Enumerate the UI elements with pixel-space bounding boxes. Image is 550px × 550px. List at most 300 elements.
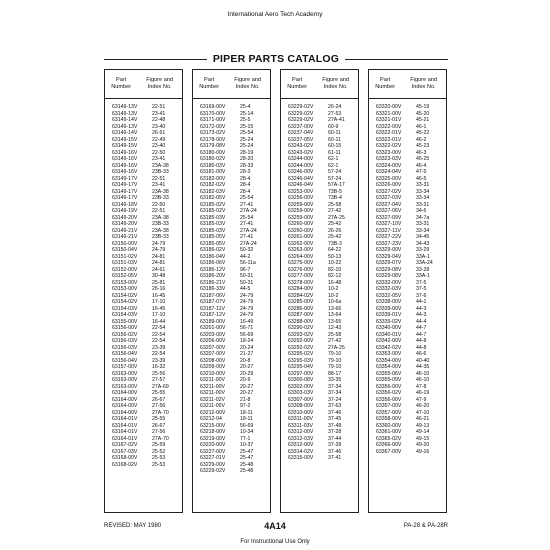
- figure-index: 20-27: [240, 390, 254, 396]
- part-number: 63207-00V: [200, 344, 226, 351]
- figure-index: 50-31: [240, 273, 254, 279]
- part-number: 63153-00V: [112, 279, 138, 286]
- model-designation: PA-28 & PA-28R: [403, 523, 448, 529]
- part-number: 63153-00V: [112, 286, 138, 292]
- figure-index: 44-5: [240, 286, 251, 292]
- part-number: 63340-01V: [376, 331, 402, 338]
- part-number: 63276-00V: [288, 266, 314, 273]
- part-number: 63164-00V: [112, 390, 138, 396]
- part-number: 63253-00V: [288, 188, 314, 195]
- figure-index: 47-5: [416, 169, 427, 175]
- header-text: Figure and: [234, 77, 262, 83]
- figure-index: 27A-24: [240, 208, 257, 214]
- figure-index: 25-54: [240, 130, 254, 136]
- figure-index: 30-48: [152, 273, 166, 279]
- figure-index: 25-15: [240, 123, 254, 130]
- part-number: 63307-00V: [288, 396, 314, 403]
- figure-index: 18-11: [240, 409, 253, 416]
- part-number: 63168-02V: [112, 461, 138, 468]
- figure-index: 25-4: [240, 104, 251, 110]
- figure-index: 16-45: [152, 292, 166, 299]
- figure-index: 79-10: [328, 364, 342, 370]
- figure-index: 23B-33: [152, 221, 169, 227]
- figure-index: 33-34: [416, 227, 430, 234]
- figure-index: 27-42: [328, 338, 342, 344]
- part-number: 63356-02V: [376, 390, 402, 396]
- figure-index: 26-16: [152, 286, 166, 292]
- figure-index: 23B-33: [152, 234, 169, 240]
- part-number: 63149-13V: [112, 104, 138, 110]
- part-number: 63156-04V: [112, 357, 138, 364]
- figure-index: 50-32: [240, 247, 254, 253]
- figure-index: 37-63: [328, 403, 342, 409]
- part-number: 63178-00V: [200, 136, 226, 143]
- part-number: 63361-00V: [376, 429, 402, 435]
- figure-index: 22-54: [152, 331, 166, 338]
- figure-index: 22-51: [152, 175, 166, 182]
- part-number: 63326-00V: [376, 182, 402, 188]
- part-number: 63356-00V: [376, 383, 402, 390]
- revision-date: REVISED: MAY 1980: [104, 523, 162, 529]
- part-number: 63163-00V: [112, 370, 138, 377]
- figure-index: 10-2: [328, 286, 339, 292]
- figure-index: 10-22: [328, 260, 342, 266]
- part-number: 63180-02V: [200, 156, 226, 162]
- figure-index: 28-4: [240, 188, 251, 195]
- figure-index: 24-79: [152, 240, 166, 247]
- part-number: 63149-13V: [112, 110, 138, 117]
- part-number: 63164-01V: [112, 429, 138, 435]
- table-row: [200, 468, 270, 475]
- instructional-note: For Instructional Use Only: [240, 539, 310, 545]
- figure-index: 88-17: [328, 370, 342, 377]
- figure-index-header: [137, 70, 182, 98]
- part-number: 63149-21V: [112, 227, 138, 234]
- table-row: [376, 449, 446, 456]
- header-text: Part: [204, 77, 215, 83]
- figure-index: 27A-25: [328, 344, 345, 351]
- figure-index: 17-10: [152, 299, 166, 305]
- part-number: 63173-02V: [200, 130, 226, 136]
- figure-index: 62-1: [328, 162, 339, 169]
- figure-index: 37-48: [328, 422, 342, 429]
- part-number: 63292-02V: [288, 344, 314, 351]
- figure-index: 25-24: [240, 143, 254, 149]
- header-text: Figure and: [322, 77, 350, 83]
- part-number: 63185-03V: [200, 221, 226, 227]
- header-text: Figure and: [410, 77, 438, 83]
- part-number: 63329-04V: [376, 253, 402, 260]
- header-text: Part: [380, 77, 391, 83]
- figure-index: 46-4: [416, 162, 427, 169]
- part-number: 63182-00V: [200, 175, 226, 182]
- figure-index: 33-31: [416, 221, 430, 227]
- figure-index: 40-40: [416, 357, 430, 364]
- part-number: 63329-07V: [376, 260, 402, 266]
- figure-index: 16-49: [240, 318, 254, 325]
- figure-index: 23A-38: [152, 188, 169, 195]
- part-number: 63167-02V: [112, 442, 138, 448]
- part-number: 63329-08V: [376, 266, 402, 273]
- figure-index: 27A-70: [152, 409, 169, 416]
- figure-index: 27-41: [240, 221, 254, 227]
- part-number: 63327-11V: [376, 227, 401, 234]
- part-number: 63314-02V: [288, 448, 314, 455]
- part-number: 63164-00V: [112, 403, 138, 409]
- part-number: 63149-17V: [112, 195, 138, 201]
- figure-index: 23-41: [152, 156, 166, 162]
- part-number: 63286-00V: [288, 305, 314, 312]
- part-number: 63185-03V: [200, 227, 226, 234]
- figure-index: 82-10: [328, 266, 342, 273]
- part-number: 63237-00V: [288, 123, 314, 130]
- figure-index: 10-37: [240, 442, 254, 448]
- figure-index: 25-47: [240, 455, 254, 461]
- part-number: 63327-03V: [376, 195, 402, 201]
- figure-index: 97-2: [240, 403, 251, 409]
- figure-index: 23-40: [152, 123, 166, 130]
- parts-column-1: [104, 69, 183, 513]
- part-number: 63182-05V: [200, 195, 226, 201]
- part-number: 63261-00V: [288, 234, 314, 240]
- figure-index: 37-45: [328, 416, 342, 422]
- figure-index: 16-45: [152, 305, 166, 312]
- part-number: 63354-00V: [376, 357, 402, 364]
- part-number: 63171-00V: [200, 117, 226, 123]
- part-number: 63149-19V: [112, 208, 138, 214]
- figure-index: 46-19: [416, 390, 430, 396]
- part-number: 63164-00V: [112, 396, 138, 403]
- part-number: 63154-02V: [112, 299, 138, 305]
- part-number: 63163-00V: [112, 377, 138, 383]
- figure-index: 20-27: [240, 383, 254, 390]
- part-number: 63322-01V: [376, 136, 402, 143]
- figure-index: 22-50: [152, 201, 166, 208]
- figure-index: 17-10: [152, 312, 166, 318]
- figure-index: 22-54: [152, 351, 166, 357]
- part-number: 63339-02V: [376, 318, 402, 325]
- figure-index: 37-46: [328, 409, 342, 416]
- part-number: 63185-05V: [200, 234, 226, 240]
- part-number: 63293-02V: [288, 331, 314, 338]
- part-number: 63285-00V: [288, 299, 314, 305]
- part-number: 63302-00V: [288, 383, 314, 390]
- page-number: 4A14: [264, 521, 286, 531]
- part-number: 63260-00V: [288, 221, 314, 227]
- figure-index: 28-3: [240, 169, 251, 175]
- figure-index: 28-33: [240, 162, 254, 169]
- part-number: 63149-15V: [112, 136, 138, 143]
- parts-rows: [281, 99, 358, 462]
- figure-index: 46-3: [416, 149, 427, 156]
- figure-index: 44-1: [416, 299, 427, 305]
- figure-index: 45-20: [416, 110, 430, 117]
- figure-index: 60-11: [328, 130, 341, 136]
- figure-index: 27A-25: [328, 214, 345, 221]
- figure-index: 25-5: [240, 117, 251, 123]
- part-number: 63329-00V: [376, 247, 402, 253]
- part-number: 63244-00V: [288, 156, 314, 162]
- part-number: 63172-00V: [200, 123, 226, 130]
- figure-index: 37-41: [328, 455, 342, 461]
- part-number: 63167-03V: [112, 448, 138, 455]
- figure-index: 20-29: [240, 370, 254, 377]
- figure-index: 49-15: [416, 435, 430, 442]
- figure-index: 77-1: [240, 435, 251, 442]
- figure-index: 25-55: [152, 416, 166, 422]
- part-number: 63277-00V: [288, 273, 314, 279]
- part-number: 63358-00V: [376, 416, 402, 422]
- part-number: 63180-00V: [200, 149, 226, 156]
- part-number: 63149-15V: [112, 143, 138, 149]
- part-number: 63156-02V: [112, 331, 138, 338]
- part-number: 63322-02V: [376, 143, 402, 149]
- figure-index: 25-14: [240, 110, 254, 117]
- figure-index: 25-81: [152, 279, 166, 286]
- part-number: 63186-33V: [200, 286, 226, 292]
- figure-index: 33-34: [416, 195, 430, 201]
- figure-index: 22-51: [152, 208, 166, 214]
- figure-index: 23-41: [152, 182, 166, 188]
- figure-index: 44-8: [416, 344, 427, 351]
- part-number: 63164-01V: [112, 435, 138, 442]
- figure-index: 45-19: [416, 104, 430, 110]
- part-number-header: [105, 70, 137, 98]
- figure-index-header: [313, 70, 358, 98]
- part-number: 63360-00V: [376, 422, 402, 429]
- figure-index: 33A-1: [416, 253, 430, 260]
- figure-index: 18-24: [240, 338, 254, 344]
- part-number: 63278-00V: [288, 279, 314, 286]
- part-number: 63295-04V: [288, 364, 314, 370]
- figure-index: 34-6: [416, 208, 427, 214]
- figure-index: 47-8: [416, 383, 427, 390]
- figure-index: 28-4: [240, 175, 251, 182]
- header-text: Part: [292, 77, 303, 83]
- part-number: 63322-01V: [376, 130, 402, 136]
- figure-index: 46-10: [416, 370, 430, 377]
- part-number: 63365-02V: [376, 435, 402, 442]
- figure-index: 21-27: [240, 351, 254, 357]
- part-number: 63179-08V: [200, 143, 226, 149]
- figure-index: 25-53: [152, 455, 166, 461]
- column-header: [105, 70, 182, 99]
- figure-index: 27-41: [240, 201, 254, 208]
- part-number: 63210-00V: [200, 370, 226, 377]
- part-number: 63201-00V: [200, 325, 226, 331]
- part-number: 63340-00V: [376, 325, 402, 331]
- part-number: 63149-16V: [112, 162, 138, 169]
- figure-index: 24-79: [152, 247, 166, 253]
- figure-index: 23B-33: [152, 169, 169, 175]
- header-text: Index No.: [411, 84, 436, 90]
- figure-index: 25-56: [152, 370, 166, 377]
- figure-index: 49-20: [416, 442, 430, 448]
- figure-index: 57A-17: [328, 182, 345, 188]
- parts-rows: [105, 99, 182, 468]
- figure-index: 37-28: [328, 429, 342, 435]
- figure-index: 25-59: [152, 442, 166, 448]
- figure-index: 49-16: [416, 448, 430, 455]
- figure-index: 25-24: [240, 136, 254, 143]
- figure-index: 27-56: [152, 429, 166, 435]
- figure-index: 27A-69: [152, 383, 169, 390]
- figure-index: 27-56: [152, 403, 166, 409]
- part-number: 63259-00V: [288, 201, 314, 208]
- part-number: 63366-00V: [376, 442, 402, 448]
- figure-index: 33A-24: [416, 260, 433, 266]
- part-number: 63186-04V: [200, 253, 226, 260]
- part-number: 63329-08V: [376, 273, 402, 279]
- figure-index: 25-58: [328, 201, 342, 208]
- parts-column-4: [368, 69, 447, 513]
- part-number: 63229-02V: [288, 104, 314, 110]
- parts-rows: [193, 99, 270, 475]
- figure-index: 37-34: [328, 383, 342, 390]
- figure-index: 33A-1: [416, 273, 430, 279]
- part-number: 63311-00V: [288, 416, 313, 422]
- figure-index: 49-13: [416, 422, 430, 429]
- part-number: 63263-00V: [288, 247, 314, 253]
- figure-index: 23A-38: [152, 162, 169, 169]
- part-number: 63327-10V: [376, 221, 402, 227]
- figure-index: 46-10: [416, 377, 430, 383]
- column-header: [281, 70, 358, 99]
- part-number: 63149-16V: [112, 149, 138, 156]
- figure-index: 33-31: [416, 201, 430, 208]
- figure-index: 46-20: [416, 403, 430, 409]
- figure-index-header: [401, 70, 446, 98]
- part-number: 63149-21V: [112, 234, 138, 240]
- part-number: 63149-20V: [112, 214, 138, 221]
- part-number: 63260-00V: [288, 227, 314, 234]
- part-number: 63321-00V: [376, 110, 402, 117]
- page-title: PIPER PARTS CATALOG: [212, 53, 340, 65]
- part-number: 63149-14V: [112, 117, 138, 123]
- figure-index: 10-6a: [328, 299, 342, 305]
- part-number: 63229-02V: [288, 117, 314, 123]
- figure-index: 10-34: [240, 429, 254, 435]
- figure-index: 25-54: [240, 214, 254, 221]
- figure-index: 26-67: [152, 422, 166, 429]
- figure-index: 82-12: [328, 273, 342, 279]
- figure-index: 37-46: [328, 448, 342, 455]
- header-text: Number: [287, 84, 308, 90]
- part-number: 63264-00V: [288, 253, 314, 260]
- figure-index-header: [225, 70, 270, 98]
- figure-index: 27-42: [328, 208, 342, 214]
- part-number: 63353-00V: [376, 351, 402, 357]
- part-number: 63186-21V: [200, 279, 226, 286]
- figure-index: 27A-70: [152, 435, 169, 442]
- part-number: 63211-00V: [200, 383, 225, 390]
- figure-index: 23-39: [152, 357, 166, 364]
- figure-index: 20-24: [240, 344, 254, 351]
- part-number: 63187-11V: [200, 305, 225, 312]
- figure-index: 33-31: [416, 182, 430, 188]
- part-number: 63357-00V: [376, 403, 402, 409]
- part-number: 63156-03V: [112, 344, 138, 351]
- part-number: 63170-00V: [200, 110, 226, 117]
- figure-index: 18-11: [240, 416, 253, 422]
- part-number: 63220-00V: [200, 442, 226, 448]
- part-number: 63292-00V: [288, 338, 314, 344]
- title-bar: [104, 53, 448, 65]
- figure-index: 24-81: [152, 260, 166, 266]
- figure-index: 25-42: [328, 221, 342, 227]
- part-number: 63154-03V: [112, 305, 138, 312]
- figure-index: 20-8: [240, 357, 251, 364]
- parts-column-3: [280, 69, 359, 513]
- part-number: 63186-06V: [200, 260, 226, 266]
- part-number: 63287-00V: [288, 312, 314, 318]
- figure-index: 24-79: [240, 299, 254, 305]
- part-number: 63322-00V: [376, 123, 402, 130]
- header-text: Part: [116, 77, 127, 83]
- figure-index: 25-55: [152, 390, 166, 396]
- figure-index: 47-9: [416, 396, 427, 403]
- figure-index: 57-24: [328, 175, 342, 182]
- figure-index: 23-40: [152, 143, 166, 149]
- figure-index: 20-27: [240, 364, 254, 370]
- part-number: 63244-00V: [288, 162, 314, 169]
- part-number: 63219-00V: [200, 435, 226, 442]
- part-number: 63229-02V: [288, 110, 314, 117]
- figure-index: 79-10: [328, 357, 342, 364]
- part-number: 63152-05V: [112, 273, 138, 279]
- part-number: 63149-17V: [112, 182, 138, 188]
- part-number: 63206-00V: [200, 338, 226, 344]
- part-number: 63312-00V: [288, 429, 314, 435]
- part-number: 63211-00V: [200, 390, 225, 396]
- part-number: 63327-06V: [376, 208, 402, 214]
- part-number: 63211-00V: [200, 377, 225, 383]
- header-text: Index No.: [235, 84, 260, 90]
- figure-index: 73B-4: [328, 195, 342, 201]
- parts-rows: [369, 99, 446, 455]
- figure-index: 26-51: [152, 130, 166, 136]
- part-number: 63356-00V: [376, 396, 402, 403]
- part-number: 63246-04V: [288, 182, 314, 188]
- figure-index: 27A-24: [240, 227, 257, 234]
- figure-index: 33-35: [328, 377, 342, 383]
- part-number: 63237-04V: [288, 130, 314, 136]
- part-number: 63325-00V: [376, 175, 402, 182]
- figure-index: 46-1: [416, 123, 427, 130]
- part-number: 63211-00V: [200, 403, 225, 409]
- part-number: 63227-01V: [200, 455, 226, 461]
- part-number: 63168-00V: [112, 455, 138, 461]
- figure-index: 21-8: [240, 396, 251, 403]
- part-number: 63229-02V: [200, 468, 226, 474]
- part-number: 63203-00V: [200, 331, 226, 338]
- figure-index: 33-34: [416, 188, 430, 195]
- part-number: 63320-00V: [376, 104, 402, 110]
- figure-index: 56-69: [240, 331, 254, 338]
- part-number: 63229-00V: [200, 461, 226, 468]
- figure-index: 49-14: [416, 429, 430, 435]
- part-number: 63182-03V: [200, 188, 226, 195]
- part-number: 63275-00V: [288, 260, 314, 266]
- part-number: 63259-00V: [288, 208, 314, 214]
- figure-index: 16-48: [328, 279, 342, 286]
- part-number: 63290-02V: [288, 325, 314, 331]
- part-number: 63288-00V: [288, 318, 314, 325]
- figure-index: 23-39: [152, 344, 166, 351]
- figure-index: 25-54: [240, 195, 254, 201]
- figure-index: 96-7: [240, 266, 251, 273]
- part-number: 63324-04V: [376, 169, 402, 175]
